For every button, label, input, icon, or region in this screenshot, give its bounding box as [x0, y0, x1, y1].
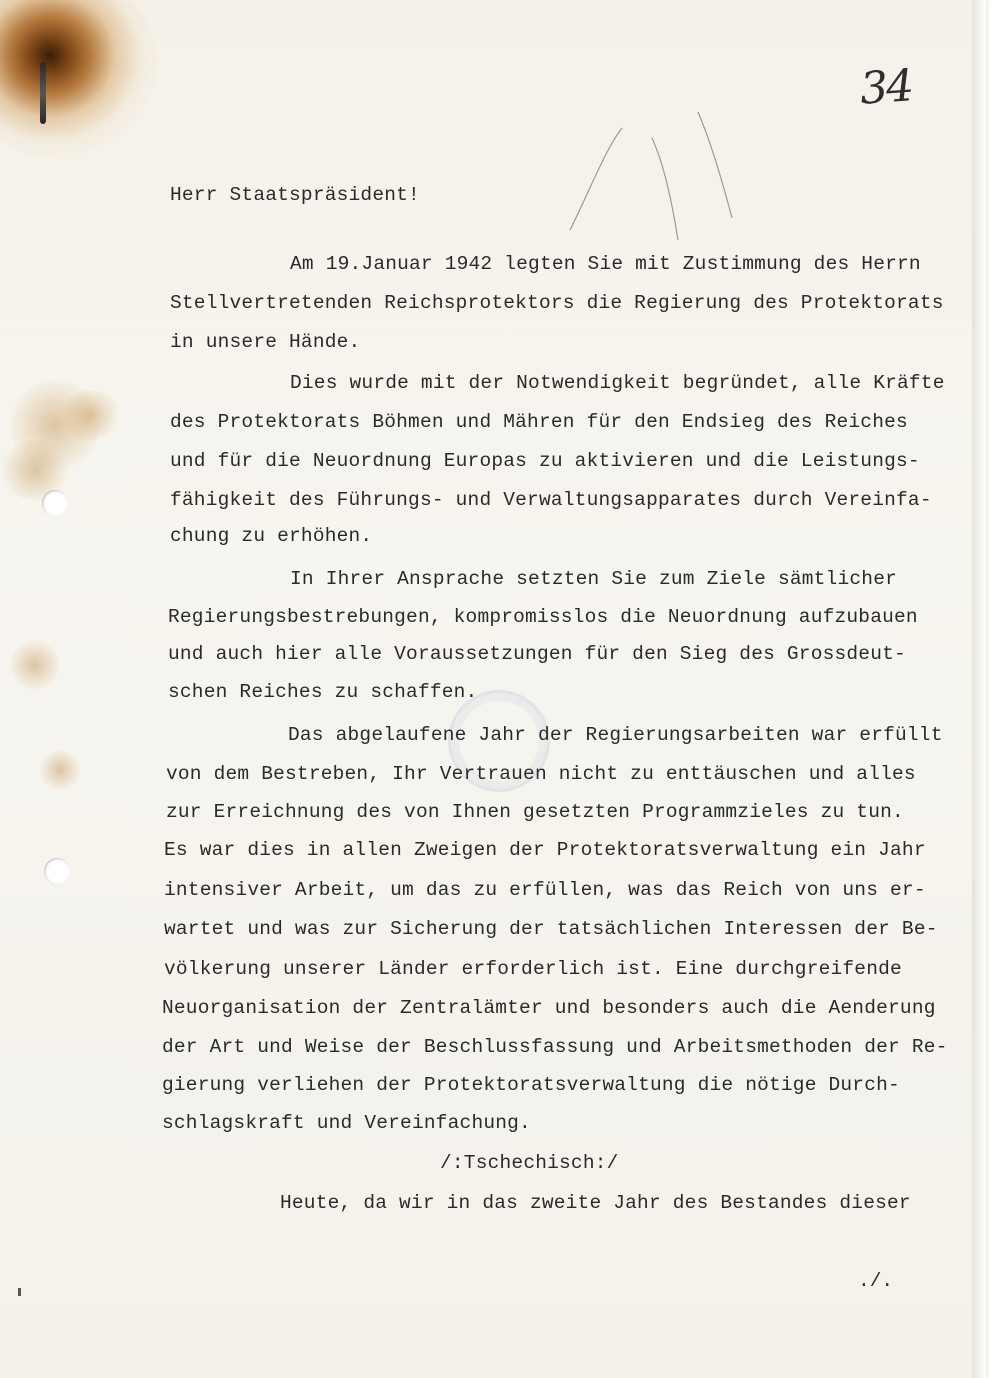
text-line: Das abgelaufene Jahr der Regierungsarbeiten war erfüllt — [288, 724, 943, 746]
text-line: Heute, da wir in das zweite Jahr des Bestandes dieser — [280, 1192, 911, 1214]
text-line: gierung verliehen der Protektoratsverwaltung die nötige Durch- — [162, 1074, 900, 1096]
text-line: Regierungsbestrebungen, kompromisslos die Neuordnung aufzubauen — [168, 606, 918, 628]
text-line: schen Reiches zu schaffen. — [168, 681, 478, 703]
language-note: /:Tschechisch:/ — [440, 1152, 619, 1174]
text-line: von dem Bestreben, Ihr Vertrauen nicht zu enttäuschen und alles — [166, 763, 916, 785]
text-line: des Protektorats Böhmen und Mähren für den Endsieg des Reiches — [170, 411, 908, 433]
age-stain — [60, 390, 120, 440]
text-line: völkerung unserer Länder erforderlich ist. Eine durchgreifende — [164, 958, 902, 980]
pencil-scribble-icon — [560, 100, 760, 240]
margin-mark — [18, 1288, 21, 1296]
punch-hole — [44, 858, 70, 884]
text-line: Stellvertretenden Reichsprotektors die Regierung des Protektorats — [170, 292, 944, 314]
text-line: In Ihrer Ansprache setzten Sie zum Ziele sämtlicher — [290, 568, 897, 590]
staple-icon — [40, 62, 46, 124]
text-line: Am 19.Januar 1942 legten Sie mit Zustimmung des Herrn — [290, 253, 921, 275]
age-stain — [10, 640, 60, 690]
punch-hole — [42, 490, 68, 516]
text-line: zur Erreichnung des von Ihnen gesetzten Programmzieles zu tun. — [166, 801, 904, 823]
salutation: Herr Staatspräsident! — [170, 184, 420, 206]
continuation-mark: ./. — [858, 1270, 894, 1292]
page-edge — [972, 0, 986, 1378]
text-line: schlagskraft und Vereinfachung. — [162, 1112, 531, 1134]
text-line: Dies wurde mit der Notwendigkeit begründet, alle Kräfte — [290, 372, 945, 394]
text-line: wartet und was zur Sicherung der tatsächlichen Interessen der Be- — [164, 918, 938, 940]
text-line: Neuorganisation der Zentralämter und besonders auch die Aenderung — [162, 997, 936, 1019]
text-line: intensiver Arbeit, um das zu erfüllen, was das Reich von uns er- — [164, 879, 926, 901]
text-line: Es war dies in allen Zweigen der Protektoratsverwaltung ein Jahr — [164, 839, 926, 861]
age-stain — [40, 750, 80, 790]
page-number: 34 — [858, 60, 914, 115]
rust-burn-stain — [0, 0, 160, 160]
text-line: in unsere Hände. — [170, 331, 361, 353]
text-line: fähigkeit des Führungs- und Verwaltungsapparates durch Vereinfa- — [170, 489, 932, 511]
text-line: der Art und Weise der Beschlussfassung und Arbeitsmethoden der Re- — [162, 1036, 948, 1058]
text-line: chung zu erhöhen. — [170, 525, 373, 547]
text-line: und für die Neuordnung Europas zu aktivieren und die Leistungs- — [170, 450, 920, 472]
text-line: und auch hier alle Voraussetzungen für den Sieg des Grossdeut- — [168, 643, 906, 665]
